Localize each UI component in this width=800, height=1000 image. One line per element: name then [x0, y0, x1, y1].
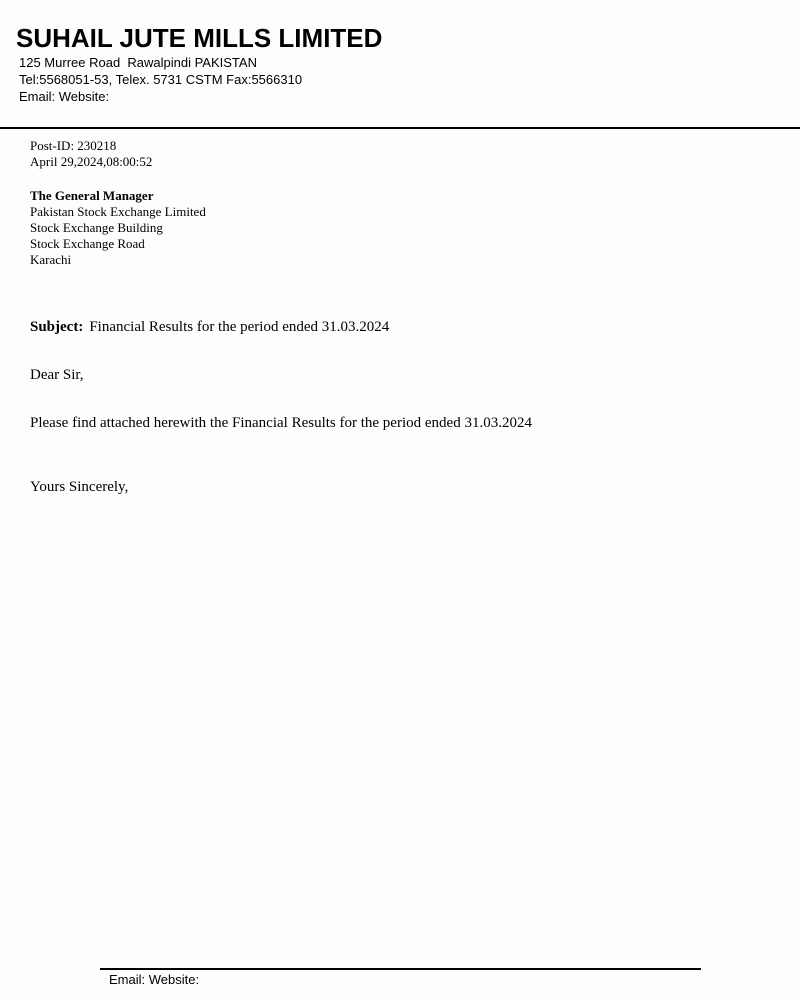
footer-divider: [100, 968, 701, 970]
company-email-website: Email: Website:: [19, 89, 110, 104]
addressee-name: The General Manager: [30, 188, 154, 203]
addressee-city: Karachi: [30, 252, 72, 267]
addressee-line: Stock Exchange Building: [30, 220, 163, 235]
post-id: Post-ID: 230218: [30, 138, 117, 153]
company-name: SUHAIL JUTE MILLS LIMITED: [16, 23, 383, 53]
company-address: 125 Murree Road Rawalpindi PAKISTAN: [19, 55, 257, 70]
addressee-block: [30, 188, 206, 268]
post-date: April 29,2024,08:00:52: [30, 154, 153, 169]
letterhead: [0, 0, 800, 129]
subject-label: Subject:: [30, 319, 84, 335]
closing: Yours Sincerely,: [30, 479, 129, 495]
addressee-line: Pakistan Stock Exchange Limited: [30, 204, 206, 219]
company-contact: Tel:5568051-53, Telex. 5731 CSTM Fax:5566310: [19, 72, 303, 87]
footer-email-website: Email: Website:: [109, 972, 200, 987]
salutation: Dear Sir,: [30, 367, 84, 383]
subject-line: [30, 318, 389, 336]
letter-body: Please find attached herewith the Financial Results for the period ended 31.03.2024: [30, 415, 532, 431]
subject-text: Financial Results for the period ended 31.03.2024: [89, 319, 390, 335]
addressee-line: Stock Exchange Road: [30, 236, 145, 251]
